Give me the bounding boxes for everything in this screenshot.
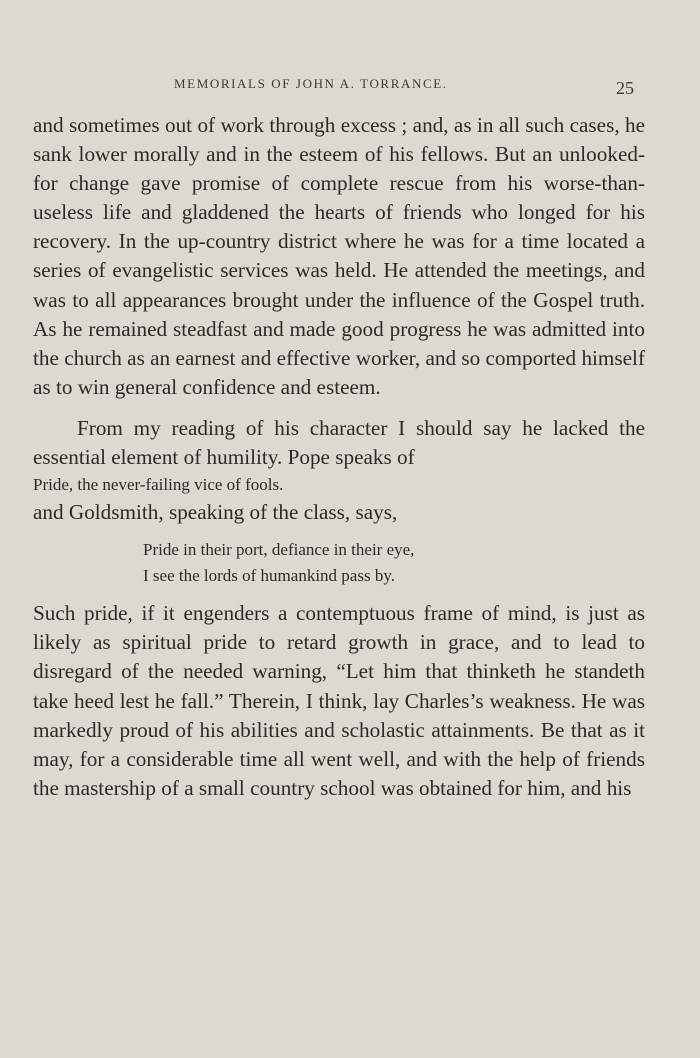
page-number: 25: [616, 78, 634, 98]
paragraph-2: From my reading of his character I should say he lacked the essential element of humility. Pope speaks of: [33, 415, 645, 470]
goldsmith-quote-line-1: Pride in their port, defiance in their eye,: [143, 540, 415, 560]
paragraph-4: Such pride, if it engenders a contemptuous frame of mind, is just as likely as spiritual pride to retard growth in grace, and to lead to disregard of the needed warning, “Let him that thinketh he standeth take heed lest he fall.” Therein, I think, lay Charles’s weakness. He was markedly proud of his abilities and scholastic attainments. Be that as it may, for a considerable time all went well, and with the help of friends the mastership of a small country school was obtained for him, and his: [33, 601, 645, 800]
running-title: MEMORIALS OF JOHN A. TORRANCE.: [174, 76, 448, 91]
page-body: [33, 111, 645, 803]
goldsmith-quote-line-2: I see the lords of humankind pass by.: [143, 566, 395, 586]
pope-quote: Pride, the never-failing vice of fools.: [33, 475, 284, 495]
paragraph-1: and sometimes out of work through excess ; and, as in all such cases, he sank lower morally and in the esteem of his fellows. But an unlooked-for change gave promise of complete rescue from his worse-than-useless life and gladdened the hearts of friends who longed for his recovery. In the up-country district where he was for a time located a series of evangelistic services was held. He attended the meetings, and was to all appearances brought under the influence of the Gospel truth. As he remained steadfast and made good progress he was admitted into the church as an earnest and effective worker, and so comported himself as to win general confidence and esteem.: [33, 113, 645, 399]
goldsmith-quote: [143, 537, 645, 589]
paragraph-3: and Goldsmith, speaking of the class, says,: [33, 500, 398, 525]
